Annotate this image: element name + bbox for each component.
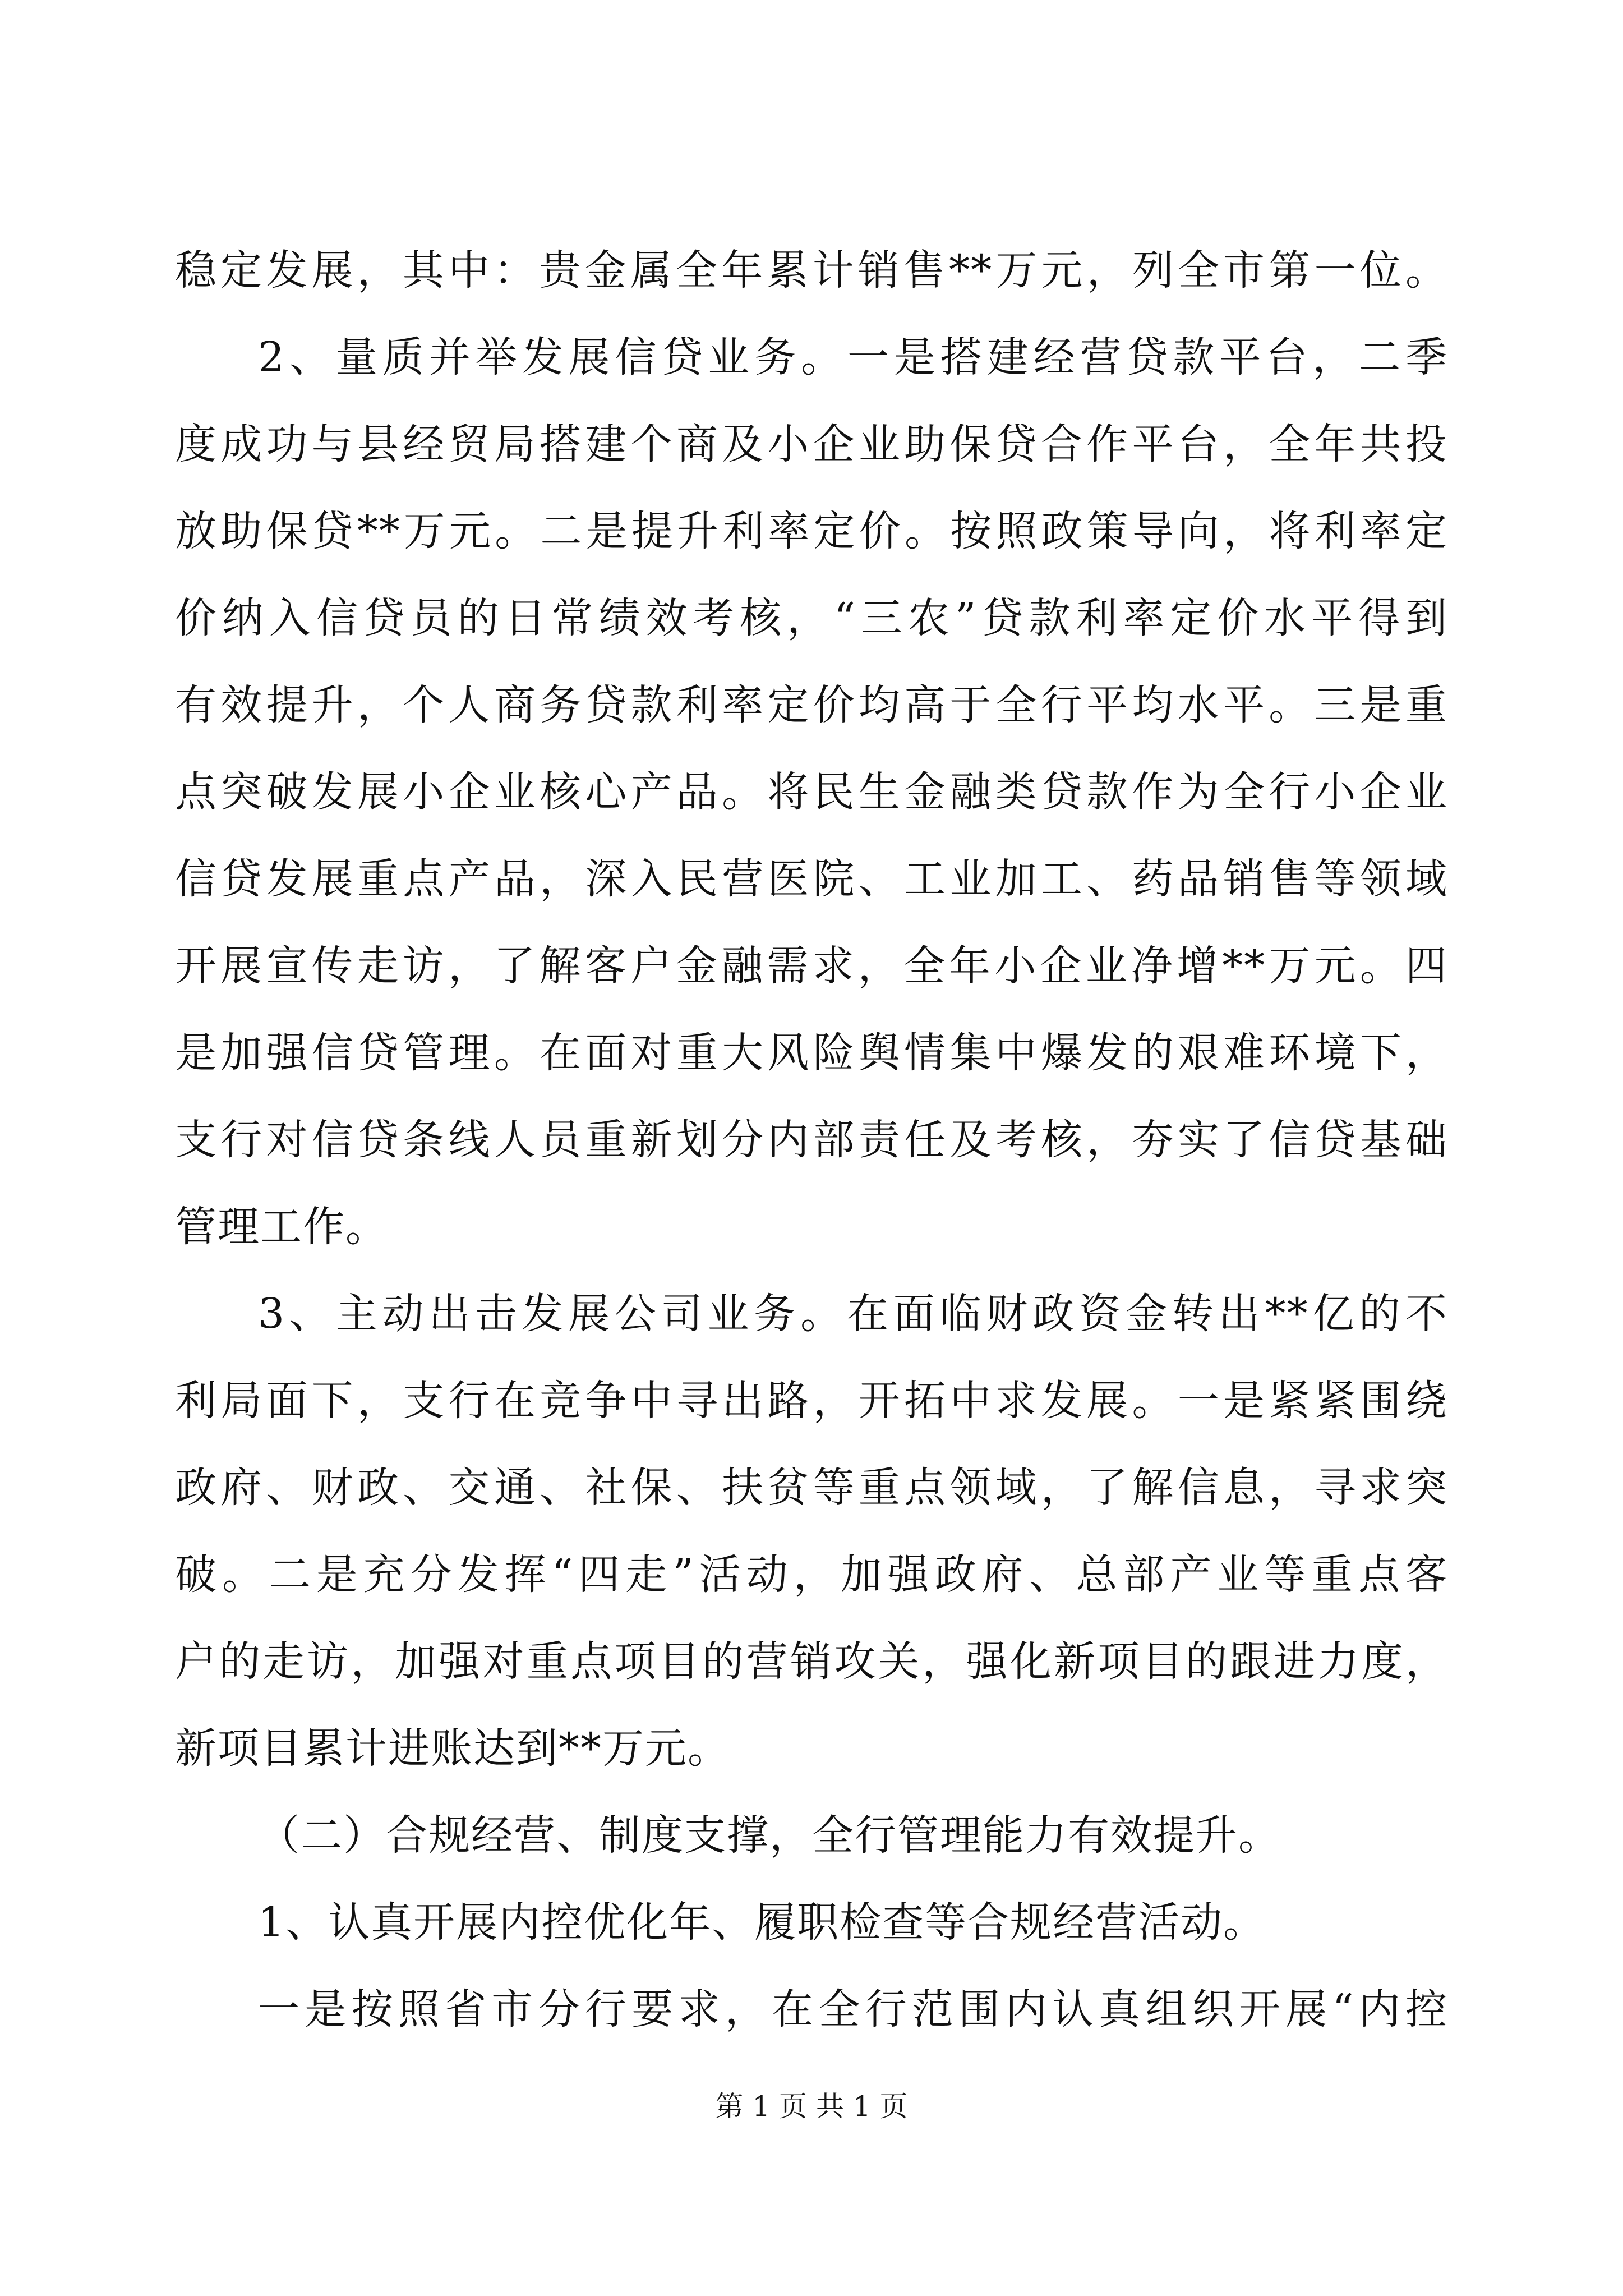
text-line: 一是按照省市分行要求，在全行范围内认真组织开展“内控: [258, 1985, 1448, 2033]
text-line: 是加强信贷管理。在面对重大风险舆情集中爆发的艰难环境下，: [175, 1029, 1448, 1077]
text-line: 放助保贷**万元。二是提升利率定价。按照政策导向，将利率定: [175, 507, 1448, 555]
text-line: 支行对信贷条线人员重新划分内部责任及考核，夯实了信贷基础: [175, 1116, 1448, 1164]
subsection-heading: 1、认真开展内控优化年、履职检查等合规经营活动。: [258, 1898, 1266, 1947]
text-line: 利局面下，支行在竞争中寻出路，开拓中求发展。一是紧紧围绕: [175, 1377, 1448, 1425]
section-heading: （二）合规经营、制度支撑，全行管理能力有效提升。: [258, 1811, 1281, 1860]
text-line: 信贷发展重点产品，深入民营医院、工业加工、药品销售等领域: [175, 855, 1448, 903]
document-body: [175, 227, 1448, 2053]
text-line: 开展宣传走访，了解客户金融需求，全年小企业净增**万元。四: [175, 942, 1448, 990]
text-line: 户的走访，加强对重点项目的营销攻关，强化新项目的跟进力度，: [175, 1637, 1448, 1686]
text-line: 点突破发展小企业核心产品。将民生金融类贷款作为全行小企业: [175, 768, 1448, 816]
text-line: 新项目累计进账达到**万元。: [175, 1724, 730, 1773]
page-footer: [0, 2087, 1623, 2126]
text-line: 有效提升，个人商务贷款利率定价均高于全行平均水平。三是重: [175, 681, 1448, 729]
text-line: 管理工作。: [175, 1203, 388, 1251]
text-line: 稳定发展，其中：贵金属全年累计销售**万元，列全市第一位。: [175, 246, 1448, 295]
text-line: 度成功与县经贸局搭建个商及小企业助保贷合作平台，全年共投: [175, 420, 1448, 468]
text-line: 价纳入信贷员的日常绩效考核，“三农”贷款利率定价水平得到: [175, 594, 1448, 642]
text-line: 2、量质并举发展信贷业务。一是搭建经营贷款平台，二季: [258, 333, 1448, 381]
page-number-label: 第 1 页 共 1 页: [715, 2090, 908, 2123]
text-line: 3、主动出击发展公司业务。在面临财政资金转出**亿的不: [258, 1290, 1448, 1338]
text-line: 政府、财政、交通、社保、扶贫等重点领域，了解信息，寻求突: [175, 1464, 1448, 1512]
text-line: 破。二是充分发挥“四走”活动，加强政府、总部产业等重点客: [175, 1550, 1448, 1599]
